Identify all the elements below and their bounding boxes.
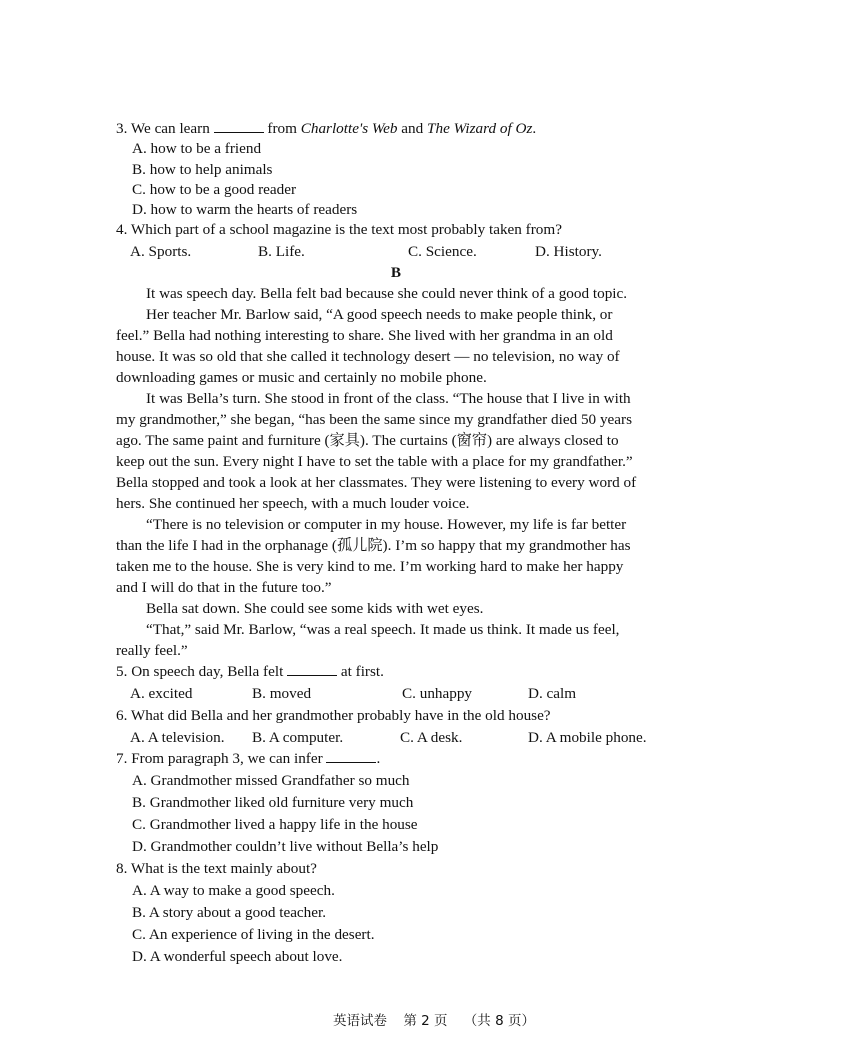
footer-page-number: 第 2 页 bbox=[403, 1013, 448, 1029]
passage-line: hers. She continued her speech, with a much louder voice. bbox=[116, 495, 470, 513]
passage-line: Bella stopped and took a look at her classmates. They were listening to every word of bbox=[116, 474, 637, 492]
passage-paragraph-1 bbox=[116, 283, 676, 304]
q6-option-a: A. A television. bbox=[130, 728, 225, 746]
q5-option-b: B. moved bbox=[252, 685, 312, 703]
footer-subject: 英语试卷 bbox=[333, 1013, 388, 1029]
question-3-stem bbox=[116, 119, 676, 139]
q8-option-b: B. A story about a good teacher. bbox=[132, 904, 327, 922]
question-4-stem: 4. Which part of a school magazine is the text most probably taken from? bbox=[116, 221, 562, 239]
passage-line: really feel.” bbox=[116, 642, 188, 660]
passage-line: downloading games or music and certainly no mobile phone. bbox=[116, 369, 487, 387]
passage-line: than the life I had in the orphanage (孤儿院). I’m so happy that my grandmother has bbox=[116, 537, 631, 555]
section-title: B bbox=[390, 264, 402, 282]
q6-options bbox=[116, 727, 676, 749]
passage-paragraph-2 bbox=[116, 304, 676, 388]
passage-line: feel.” Bella had nothing interesting to share. She lived with her grandma in an old bbox=[116, 327, 613, 345]
passage-line: “There is no television or computer in my house. However, my life is far better bbox=[146, 516, 627, 534]
passage-paragraph-4 bbox=[116, 514, 676, 598]
q8-option-a: A. A way to make a good speech. bbox=[132, 882, 335, 900]
q4-option-b: B. Life. bbox=[258, 242, 305, 260]
q7-period: . bbox=[376, 750, 381, 768]
passage-line: keep out the sun. Every night I have to set the table with a place for my grandfather.” bbox=[116, 453, 633, 471]
q4-option-d: D. History. bbox=[535, 242, 602, 260]
answer-blank bbox=[326, 750, 376, 763]
passage-line: It was speech day. Bella felt bad because she could never think of a good topic. bbox=[146, 285, 628, 303]
page-footer bbox=[0, 1009, 868, 1029]
passage-line: It was Bella’s turn. She stood in front of the class. “The house that I live in with bbox=[146, 390, 631, 408]
q7-option-d: D. Grandmother couldn’t live without Bella’s help bbox=[132, 838, 439, 856]
passage-line: and I will do that in the future too.” bbox=[116, 579, 332, 597]
q6-option-b: B. A computer. bbox=[252, 728, 344, 746]
question-6-stem: 6. What did Bella and her grandmother probably have in the old house? bbox=[116, 706, 551, 724]
passage-paragraph-3 bbox=[116, 388, 676, 514]
passage-line: Bella sat down. She could see some kids with wet eyes. bbox=[146, 600, 484, 618]
q3-stem-and: and bbox=[401, 120, 424, 137]
answer-blank bbox=[214, 120, 264, 133]
q8-option-d: D. A wonderful speech about love. bbox=[132, 948, 343, 966]
q4-option-a: A. Sports. bbox=[130, 242, 192, 260]
passage-line: “That,” said Mr. Barlow, “was a real speech. It made us think. It made us feel, bbox=[146, 621, 620, 639]
book-title-charlottes-web: Charlotte's Web bbox=[300, 120, 398, 137]
passage-line: Her teacher Mr. Barlow said, “A good speech needs to make people think, or bbox=[146, 306, 613, 324]
q3-option-a: A. how to be a friend bbox=[132, 140, 262, 158]
q6-option-d: D. A mobile phone. bbox=[528, 728, 647, 746]
passage-paragraph-6 bbox=[116, 619, 676, 661]
q5-options bbox=[116, 683, 676, 705]
q5-option-c: C. unhappy bbox=[402, 685, 473, 703]
passage-line: house. It was so old that she called it technology desert — no television, no way of bbox=[116, 348, 620, 366]
q5-stem-end: at first. bbox=[340, 663, 384, 681]
question-8-stem: 8. What is the text mainly about? bbox=[116, 860, 317, 878]
q4-option-c: C. Science. bbox=[408, 242, 477, 260]
q5-option-d: D. calm bbox=[528, 685, 577, 703]
q3-option-d: D. how to warm the hearts of readers bbox=[132, 201, 358, 219]
q3-period: . bbox=[532, 120, 537, 137]
q3-stem-start: 3. We can learn bbox=[116, 120, 210, 137]
q7-stem-start: 7. From paragraph 3, we can infer bbox=[116, 750, 323, 768]
passage-line: my grandmother,” she began, “has been the same since my grandfather died 50 years bbox=[116, 411, 632, 429]
q4-options bbox=[116, 241, 676, 263]
q7-option-a: A. Grandmother missed Grandfather so much bbox=[132, 772, 410, 790]
footer-total-pages: （共 8 页） bbox=[463, 1013, 535, 1029]
passage-line: ago. The same paint and furniture (家具). The curtains (窗帘) are always closed to bbox=[116, 432, 619, 450]
question-5-stem bbox=[116, 661, 676, 683]
book-title-wizard-of-oz: The Wizard of Oz bbox=[427, 120, 533, 137]
q5-option-a: A. excited bbox=[130, 685, 193, 703]
passage-line: taken me to the house. She is very kind to me. I’m working hard to make her happy bbox=[116, 558, 624, 576]
q3-stem-mid: from bbox=[267, 120, 297, 137]
q7-option-b: B. Grandmother liked old furniture very much bbox=[132, 794, 414, 812]
q6-option-c: C. A desk. bbox=[400, 728, 463, 746]
answer-blank bbox=[287, 663, 337, 676]
q5-stem-start: 5. On speech day, Bella felt bbox=[116, 663, 284, 681]
passage-paragraph-5 bbox=[116, 598, 676, 619]
q3-option-c: C. how to be a good reader bbox=[132, 180, 297, 198]
exam-content bbox=[116, 119, 676, 968]
reading-passage bbox=[116, 283, 676, 661]
q3-option-b: B. how to help animals bbox=[132, 160, 273, 178]
q7-option-c: C. Grandmother lived a happy life in the house bbox=[132, 816, 418, 834]
question-7-stem bbox=[116, 748, 676, 770]
q8-option-c: C. An experience of living in the desert. bbox=[132, 926, 375, 944]
